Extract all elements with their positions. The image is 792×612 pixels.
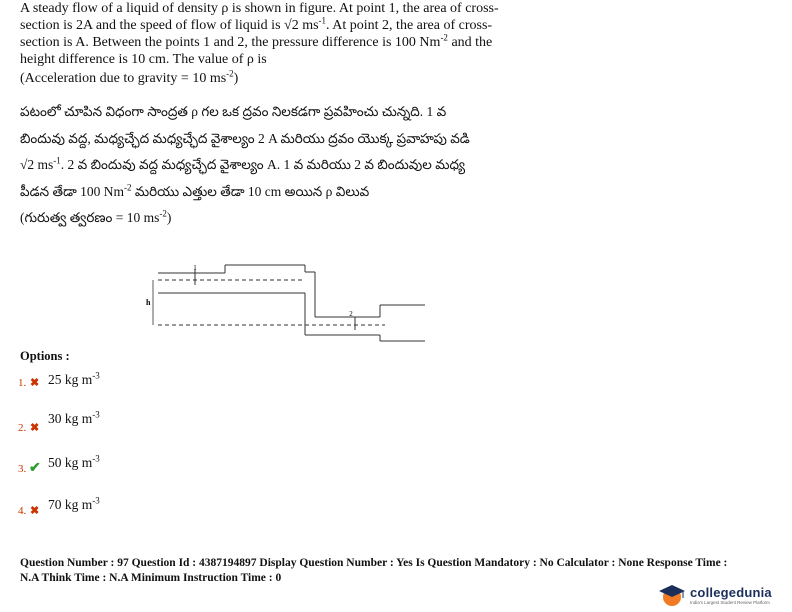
option-value: 30 kg $m^{-3}$ [48, 409, 100, 426]
height-label: h [146, 298, 151, 307]
collegedunia-logo [657, 582, 787, 608]
question-line: section is 2A and the speed of flow of liquid is √2 $ms^{-1}$. At point 2, the area of cross- [20, 15, 493, 33]
logo-text: collegedunia [690, 585, 772, 600]
gravity-note: (Acceleration due to gravity = 10 $ms^{-2}$) [20, 68, 239, 86]
options-heading: Options : [20, 349, 70, 363]
option-value: 50 kg $m^{-3}$ [48, 453, 100, 470]
question-line: A steady flow of a liquid of density ρ is shown in figure. At point 1, the area of cross- [20, 1, 499, 16]
point1-label: 1 [193, 264, 197, 272]
option-1[interactable] [18, 370, 218, 400]
gravity-note: (గురుత్వ త్వరణం = 10 $ms^{-2}$) [20, 208, 172, 225]
question-line: పటంలో చూపిన విధంగా సాంద్రత ρ గల ఒక ద్రవం నిలకడగా ప్రవహించు చున్నది. 1 వ [20, 104, 447, 119]
option-number: 3. [18, 463, 27, 475]
question-english [20, 0, 780, 87]
option-number: 1. [18, 377, 27, 389]
logo-tagline: India's Largest Student Review Platform [690, 600, 770, 605]
pipe-diagram-svg [135, 255, 555, 347]
option-2[interactable] [18, 409, 218, 439]
option-3[interactable] [18, 453, 218, 483]
option-number: 2. [18, 422, 27, 434]
option-value: 70 kg $m^{-3}$ [48, 495, 100, 512]
wrong-icon: ✖ [30, 422, 40, 434]
wrong-icon: ✖ [30, 377, 40, 389]
question-line: √2 $ms^{-1}$. 2 వ బిందువు వద్ద మధ్యచ్ఛేద వైశాల్యం A. 1 వ మరియు 2 వ బిందువుల మధ్య [20, 155, 466, 172]
question-line: height difference is 10 cm. The value of ρ is [20, 52, 267, 67]
pipe-flow-diagram [135, 255, 555, 347]
metadata-line: Question Number : 97 Question Id : 4387194897 Display Question Number : Yes Is Question Mandatory : No Calculator : None Response Time : [20, 557, 728, 569]
question-line: బిందువు వద్ద, మధ్యచ్ఛేద మధ్యచ్ఛేద వైశాల్యం 2 A మరియు ద్రవం యొక్క ప్రవాహపు వడి [20, 130, 470, 146]
question-telugu [20, 99, 780, 232]
option-4[interactable] [18, 495, 218, 525]
point2-label: 2 [349, 310, 353, 318]
graduation-cap-icon [657, 583, 687, 607]
question-line: section is A. Between the points 1 and 2, the pressure difference is 100 $Nm^{-2}$ and the [20, 32, 493, 50]
wrong-icon: ✖ [30, 505, 40, 517]
option-value: 25 kg $m^{-3}$ [48, 370, 100, 387]
check-icon: ✔ [29, 461, 41, 476]
option-number: 4. [18, 505, 27, 517]
metadata-line: N.A Think Time : N.A Minimum Instruction Time : 0 [20, 572, 282, 584]
question-line: పీడన తేడా 100 $Nm^{-2}$ మరియు ఎత్తుల తేడా 10 cm అయిన ρ విలువ [20, 182, 370, 199]
